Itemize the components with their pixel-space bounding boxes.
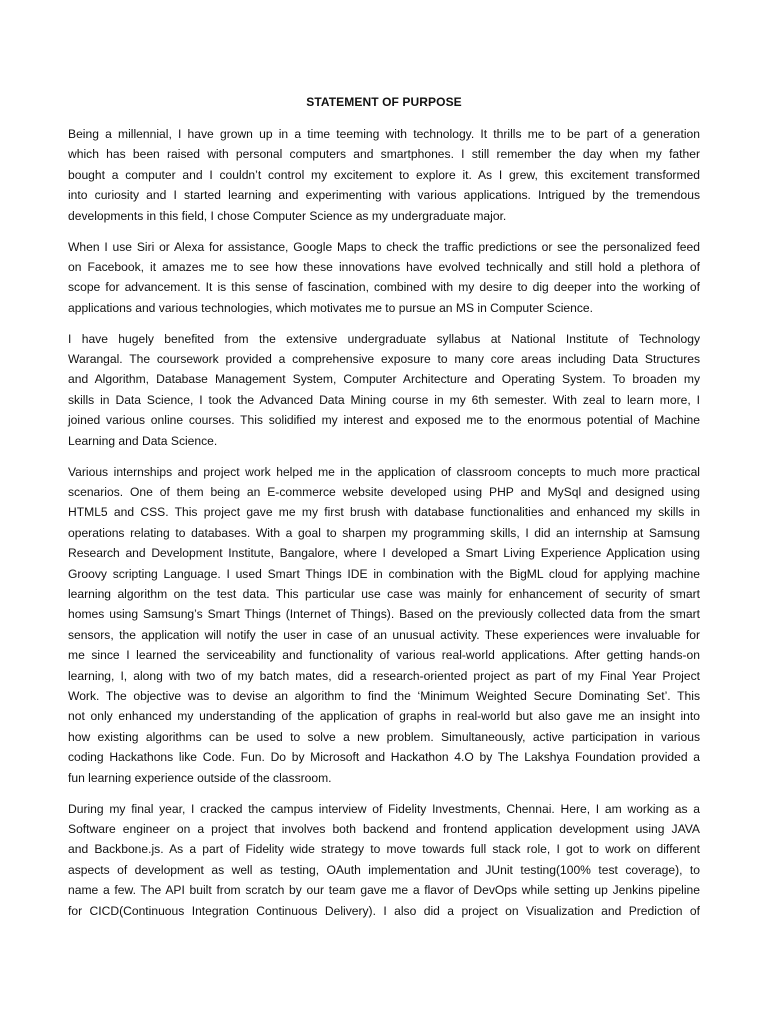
text-line: Warangal. The coursework provided a comprehensive exposure to many core areas including Data Structures xyxy=(68,352,700,367)
text-line: coding Hackathons like Code. Fun. Do by Microsoft and Hackathon 4.O by The Lakshya Foundation provided a xyxy=(68,750,700,765)
text-line: HTML5 and CSS. This project gave me my first brush with database functionalities and enhanced my skills in xyxy=(68,505,700,520)
text-line: scenarios. One of them being an E-commerce website developed using PHP and MySql and designed using xyxy=(68,485,700,499)
text-line: me since I learned the serviceability and functionality of various real-world applications. After getting hands-on xyxy=(68,648,700,663)
text-line: scope for advancement. It is this sense of fascination, combined with my desire to dig deeper into the working of xyxy=(68,280,700,295)
text-line: I have hugely benefited from the extensive undergraduate syllabus at National Institute of Technology xyxy=(68,331,700,346)
text-line: developments in this field, I chose Computer Science as my undergraduate major. xyxy=(68,208,507,223)
text-line: into curiosity and I started learning and experimenting with various applications. Intrigued by the tremendous xyxy=(68,188,700,203)
text-line: on Facebook, it amazes me to see how these innovations have evolved technically and still hold a plethora of xyxy=(68,259,700,274)
text-line: Groovy scripting Language. I used Smart Things IDE in combination with the BigML cloud for applying machine xyxy=(68,566,700,581)
text-line: learning, I, along with two of my batch mates, did a research-oriented project as part of my Final Year Project xyxy=(68,668,700,683)
text-line: for CICD(Continuous Integration Continuous Delivery). I also did a project on Visualization and Prediction of xyxy=(68,903,700,918)
text-line: and Backbone.js. As a part of Fidelity wide strategy to move towards full stack role, I got to work on different xyxy=(68,842,700,857)
text-line: which has been raised with personal computers and smartphones. I still remember the day when my father xyxy=(68,147,700,162)
text-line: skills in Data Science, I took the Advanced Data Mining course in my 6th semester. With zeal to learn more, I xyxy=(68,392,700,407)
body-paragraph xyxy=(68,329,700,451)
text-line: how existing algorithms can be used to solve a new problem. Simultaneously, active participation in various xyxy=(68,729,700,744)
text-line: Learning and Data Science. xyxy=(68,433,218,448)
text-line: fun learning experience outside of the classroom. xyxy=(68,770,332,785)
text-line: When I use Siri or Alexa for assistance, Google Maps to check the traffic predictions or see the personalized feed xyxy=(68,239,700,254)
text-line: Being a millennial, I have grown up in a time teeming with technology. It thrills me to be part of a generation xyxy=(68,127,700,141)
text-line: not only enhanced my understanding of the application of graphs in real-world but also gave me an insight into xyxy=(68,709,700,724)
text-line: aspects of development as well as testing, OAuth implementation and JUnit testing(100% test coverage), to xyxy=(68,862,700,877)
body-paragraph xyxy=(68,237,700,319)
text-line: operations relating to databases. With a goal to sharpen my programming skills, I did an internship at Samsung xyxy=(68,525,700,540)
text-line: Software engineer on a project that involves both backend and frontend application development using JAVA xyxy=(68,822,700,836)
text-line: Various internships and project work helped me in the application of classroom concepts to much more practical xyxy=(68,464,700,479)
text-line: learning algorithm on the test data. This particular use case was mainly for enhancement of security of smart xyxy=(68,587,700,602)
text-line: sensors, the application will notify the user in case of an unusual activity. These experiences were invaluable for xyxy=(68,627,700,642)
text-line: homes using Samsung’s Smart Things (Internet of Things). Based on the previously collected data from the smart xyxy=(68,607,700,622)
text-line: Work. The objective was to devise an algorithm to find the ‘Minimum Weighted Secure Dominating Set’. This xyxy=(68,689,700,704)
text-line: applications and various technologies, which motivates me to pursue an MS in Computer Science. xyxy=(68,300,594,315)
text-line: and Algorithm, Database Management System, Computer Architecture and Operating System. To broaden my xyxy=(68,372,700,387)
text-line: bought a computer and I couldn’t control my excitement to explore it. As I grew, this excitement transformed xyxy=(68,167,700,182)
text-line: name a few. The API built from scratch by our team gave me a flavor of DevOps while setting up Jenkins pipeline xyxy=(68,883,700,898)
text-line: joined various online courses. This solidified my interest and exposed me to the enormous potential of Machine xyxy=(68,413,700,428)
document-body xyxy=(68,124,700,932)
body-paragraph xyxy=(68,124,700,226)
document-title: STATEMENT OF PURPOSE xyxy=(306,95,462,109)
body-paragraph xyxy=(68,462,700,789)
body-paragraph xyxy=(68,799,700,921)
text-line: Research and Development Institute, Bangalore, where I developed a Smart Living Experience Application using xyxy=(68,546,700,561)
text-line: During my final year, I cracked the campus interview of Fidelity Investments, Chennai. Here, I am working as a xyxy=(68,801,700,816)
